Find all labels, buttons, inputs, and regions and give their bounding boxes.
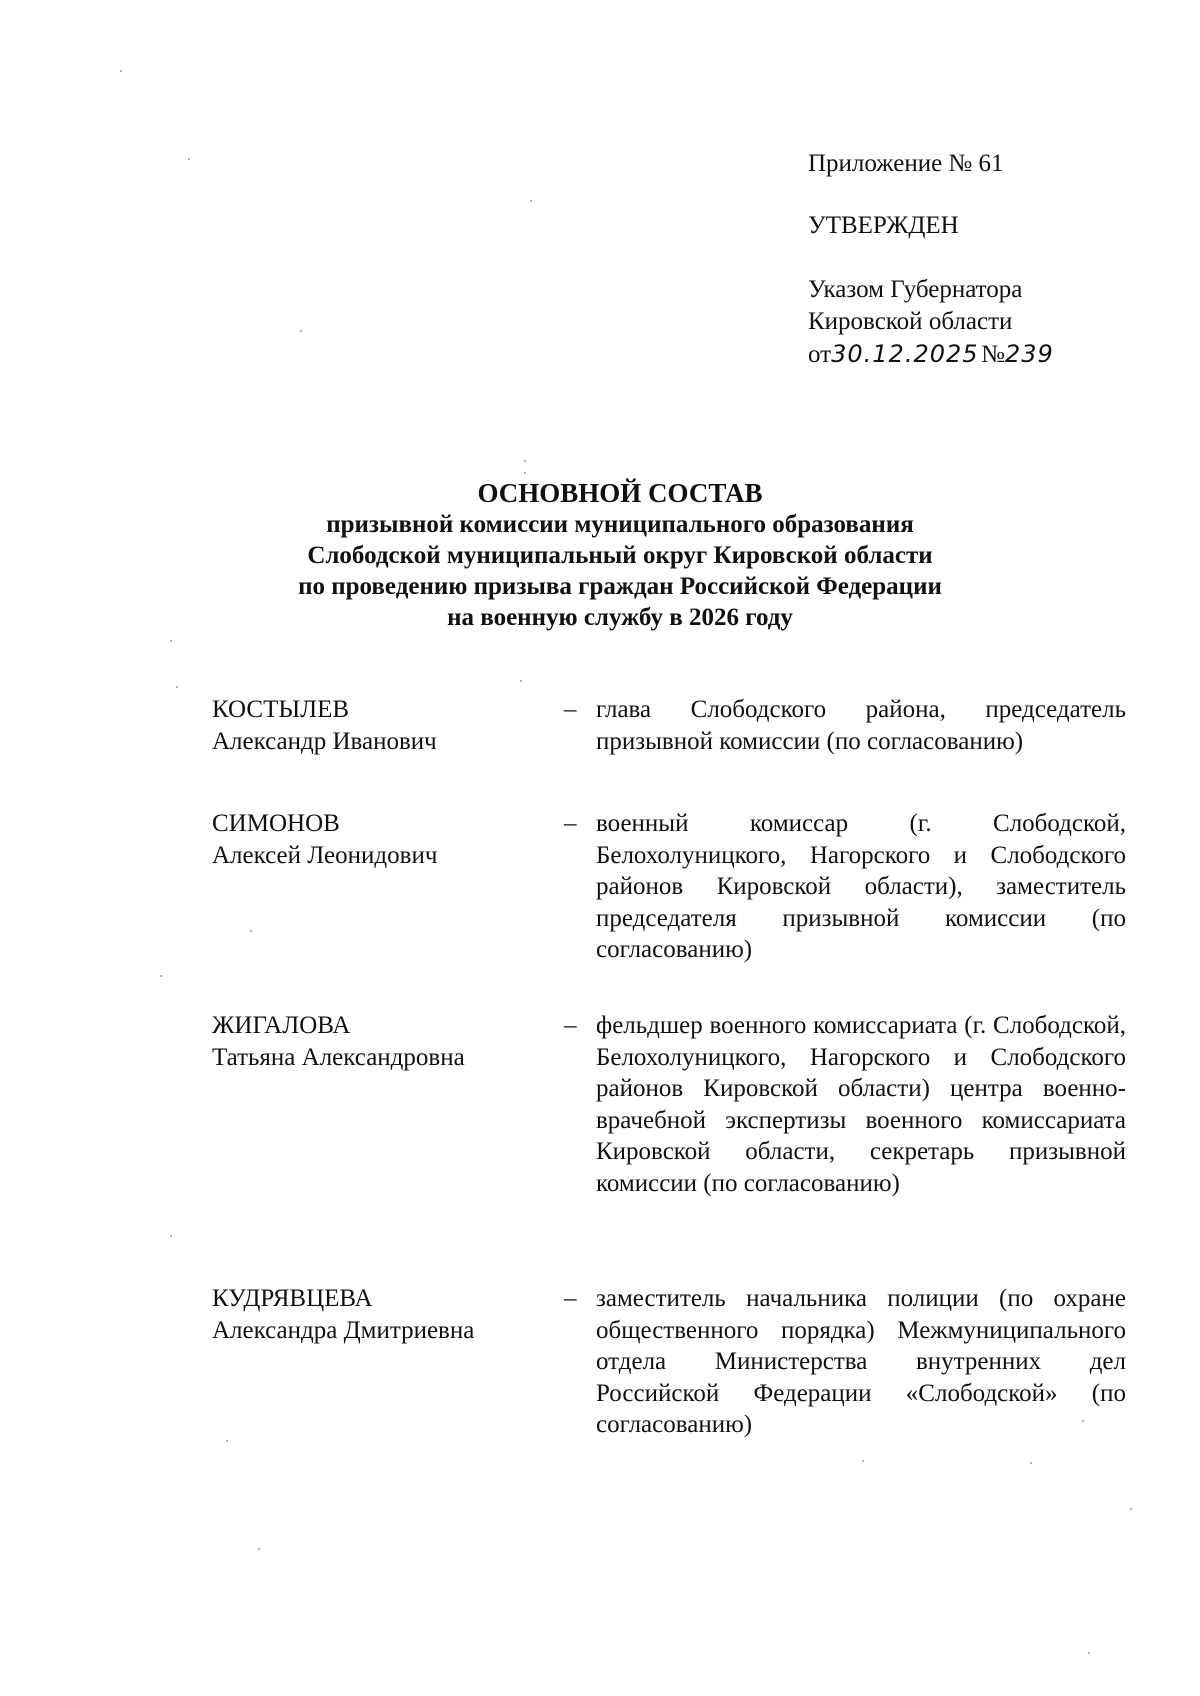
member-dash: –: [564, 696, 577, 723]
title-line-2: Слободской муниципальный округ Кировской области: [307, 542, 933, 569]
scan-speck: [176, 686, 178, 688]
title-line-1: призывной комиссии муниципального образования: [326, 511, 914, 538]
scan-speck: [1088, 1652, 1090, 1654]
member-surname: СИМОНОВ: [212, 810, 340, 837]
member-name: [212, 1283, 542, 1346]
scan-speck: [188, 158, 190, 160]
member-given-names: Александр Иванович: [212, 727, 437, 755]
approved-by-line-1: Указом Губернатора: [808, 276, 1023, 303]
scan-speck: [530, 200, 532, 202]
number-prefix: №: [981, 341, 1005, 368]
document-title: [230, 478, 1010, 633]
scan-speck: [520, 680, 522, 682]
member-role: глава Слободского района, председатель призывной комиссии (по согласованию): [596, 696, 1126, 755]
title-main: ОСНОВНОЙ СОСТАВ: [477, 478, 763, 508]
approval-block: [808, 148, 1054, 371]
member-dash: –: [564, 1012, 577, 1039]
decree-date-line: [808, 338, 1054, 371]
member-given-names: Александра Дмитриевна: [212, 1316, 475, 1344]
scan-speck: [258, 1548, 260, 1550]
title-line-4: на военную службу в 2026 году: [447, 604, 793, 631]
title-line-3: по проведению призыва граждан Российской Федерации: [298, 573, 942, 600]
approved-label: УТВЕРЖДЕН: [808, 212, 959, 239]
member-name: [212, 1010, 542, 1073]
scan-speck: [524, 472, 526, 474]
member-surname: КУДРЯВЦЕВА: [212, 1285, 373, 1312]
member-surname: ЖИГАЛОВА: [212, 1012, 351, 1039]
scan-speck: [524, 460, 526, 462]
decree-date-handwritten: 30.12.2025: [831, 340, 979, 368]
approved-by-line-2: Кировской области: [808, 308, 1013, 335]
member-role: фельдшер военного комиссариата (г. Слободской, Белохолуницкого, Нагорского и Слободского районов Кировской области) центра военно-врачебной экспертизы военного комиссариата Кировской области, секретарь призывной комиссии (по согласованию): [596, 1012, 1126, 1197]
scan-speck: [862, 1460, 864, 1462]
scan-speck: [1082, 1420, 1084, 1422]
scan-speck: [250, 930, 252, 932]
scan-speck: [226, 1440, 228, 1442]
member-surname: КОСТЫЛЕВ: [212, 696, 350, 723]
member-role: заместитель начальника полиции (по охране общественного порядка) Межмуниципального отдела Министерства внутренних дел Российской Федерации «Слободской» (по согласованию): [596, 1285, 1126, 1438]
date-prefix: от: [808, 341, 832, 368]
scan-speck: [160, 975, 162, 977]
member-dash: –: [564, 1285, 577, 1312]
member-role: военный комиссар (г. Слободской, Белохолуницкого, Нагорского и Слободского районов Кировской области), заместитель председателя призывной комиссии (по согласованию): [596, 810, 1126, 963]
scan-speck: [1130, 1508, 1132, 1510]
scan-speck: [170, 640, 172, 642]
member-dash: –: [564, 810, 577, 837]
decree-number-handwritten: 239: [1004, 340, 1054, 368]
scan-speck: [170, 1235, 172, 1237]
member-name: [212, 808, 542, 871]
member-given-names: Алексей Леонидович: [212, 841, 438, 869]
member-name: [212, 694, 542, 757]
scan-speck: [1030, 1462, 1032, 1464]
scan-speck: [120, 70, 122, 72]
member-given-names: Татьяна Александровна: [212, 1043, 465, 1071]
appendix-label: Приложение № 61: [808, 150, 1004, 177]
scan-speck: [300, 330, 302, 332]
